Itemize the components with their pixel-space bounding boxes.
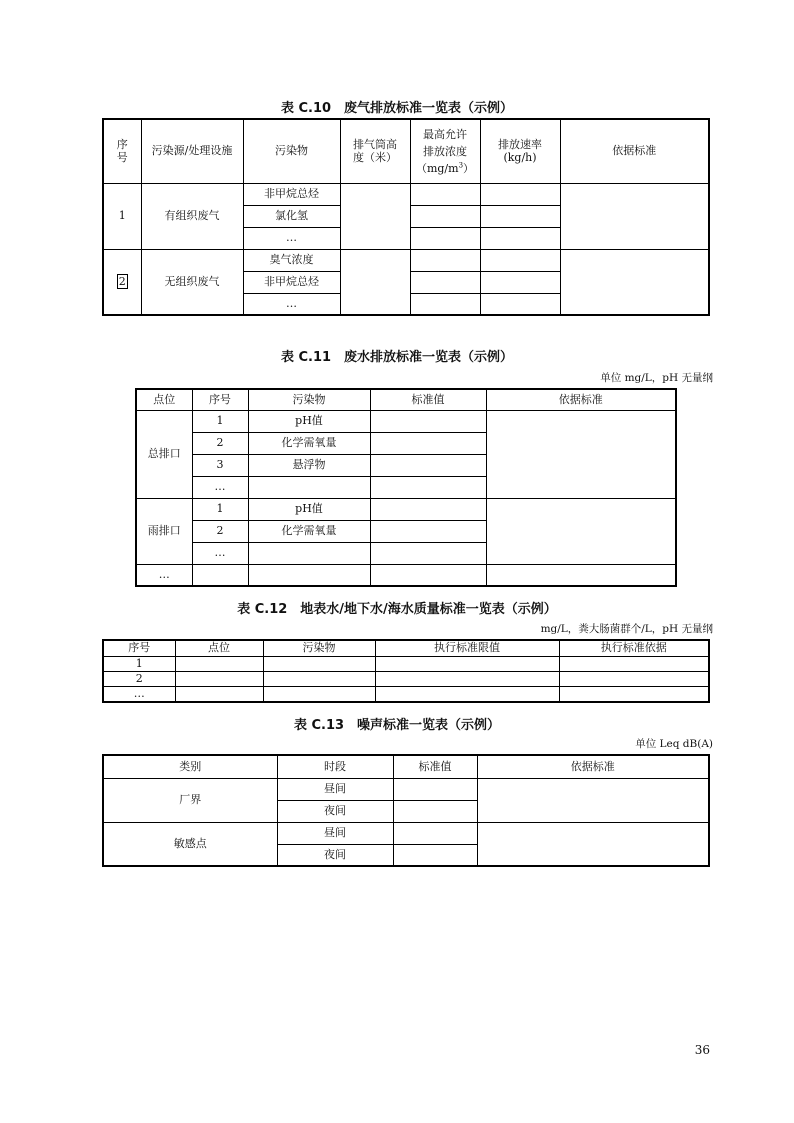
seq-cell: 1 xyxy=(192,498,248,520)
std-cell xyxy=(393,844,477,866)
col-header-max-conc: 最高允许 排放浓度 $(mg/m^3)$ xyxy=(410,119,480,183)
col-header-period: 时段 xyxy=(277,755,393,778)
std-cell xyxy=(370,498,486,520)
rate-cell xyxy=(480,249,560,271)
pollutant-cell xyxy=(248,564,370,586)
point-cell xyxy=(175,686,263,702)
table-row xyxy=(136,498,676,520)
point-cell: 雨排口 xyxy=(136,498,192,564)
table-row xyxy=(103,686,709,702)
seq-cell: 2 xyxy=(103,249,141,315)
table-row xyxy=(103,249,709,271)
page-number: 36 xyxy=(694,1043,710,1057)
basis-cell xyxy=(477,778,709,822)
limit-cell xyxy=(375,686,559,702)
std-cell xyxy=(393,822,477,844)
table-row xyxy=(103,778,709,800)
col-header-seq: 序 号 xyxy=(103,119,141,183)
table-c10-caption: 表 C.10 废气排放标准一览表（示例） xyxy=(280,101,514,116)
std-cell xyxy=(370,454,486,476)
pollutant-cell: pH值 xyxy=(248,498,370,520)
pollutant-cell: 非甲烷总烃 xyxy=(243,183,340,205)
table-row xyxy=(103,656,709,671)
col-header-pollutant: 污染物 xyxy=(248,389,370,410)
std-cell xyxy=(370,432,486,454)
pollutant-cell: 化学需氧量 xyxy=(248,432,370,454)
conc-cell xyxy=(410,227,480,249)
pollutant-cell: … xyxy=(243,293,340,315)
table-c13-caption: 表 C.13 噪声标准一览表（示例） xyxy=(293,718,501,733)
basis-cell xyxy=(559,686,709,702)
seq-cell: 2 xyxy=(192,432,248,454)
col-header-pollutant: 污染物 xyxy=(263,640,375,656)
period-cell: 昼间 xyxy=(277,822,393,844)
table-c13-unit: 单位 Leq dB(A) xyxy=(635,738,713,750)
table-row xyxy=(136,564,676,586)
col-header-basis: 依据标准 xyxy=(560,119,709,183)
col-header-point: 点位 xyxy=(175,640,263,656)
col-header-seq: 序号 xyxy=(103,640,175,656)
pollutant-cell xyxy=(248,542,370,564)
table-c10 xyxy=(102,118,710,316)
col-header-category: 类别 xyxy=(103,755,277,778)
point-cell xyxy=(175,656,263,671)
point-cell: 总排口 xyxy=(136,410,192,498)
seq-cell: 2 xyxy=(103,671,175,686)
seq-cell: 1 xyxy=(192,410,248,432)
seq-cell: … xyxy=(192,542,248,564)
col-header-std: 标准值 xyxy=(370,389,486,410)
table-c12-caption: 表 C.12 地表水/地下水/海水质量标准一览表（示例） xyxy=(237,602,557,617)
basis-cell xyxy=(486,564,676,586)
table-c13 xyxy=(102,754,710,867)
limit-cell xyxy=(375,671,559,686)
col-header-point: 点位 xyxy=(136,389,192,410)
point-cell xyxy=(175,671,263,686)
pollutant-cell: 氯化氢 xyxy=(243,205,340,227)
col-header-limit: 执行标准限值 xyxy=(375,640,559,656)
seq-cell xyxy=(192,564,248,586)
basis-cell xyxy=(560,249,709,315)
pollutant-cell xyxy=(263,656,375,671)
col-header-rate: 排放速率 (kg/h) xyxy=(480,119,560,183)
pollutant-cell: 臭气浓度 xyxy=(243,249,340,271)
col-header-basis: 依据标准 xyxy=(477,755,709,778)
pollutant-cell: pH值 xyxy=(248,410,370,432)
table-row xyxy=(103,822,709,844)
height-cell xyxy=(340,249,410,315)
basis-cell xyxy=(559,656,709,671)
std-cell xyxy=(370,410,486,432)
pollutant-cell xyxy=(263,686,375,702)
period-cell: 夜间 xyxy=(277,844,393,866)
table-row xyxy=(103,183,709,205)
period-cell: 昼间 xyxy=(277,778,393,800)
table-c12-unit: mg/L，粪大肠菌群个/L，pH 无量纲 xyxy=(540,623,713,635)
conc-cell xyxy=(410,249,480,271)
pollutant-cell: … xyxy=(243,227,340,249)
basis-cell xyxy=(560,183,709,249)
table-row xyxy=(136,410,676,432)
table-c12 xyxy=(102,639,710,703)
basis-cell xyxy=(486,410,676,498)
source-cell: 无组织废气 xyxy=(141,249,243,315)
seq-cell: 2 xyxy=(192,520,248,542)
pollutant-cell: 化学需氧量 xyxy=(248,520,370,542)
source-cell: 有组织废气 xyxy=(141,183,243,249)
seq-cell: … xyxy=(192,476,248,498)
std-cell xyxy=(370,564,486,586)
conc-cell xyxy=(410,183,480,205)
pollutant-cell: 非甲烷总烃 xyxy=(243,271,340,293)
conc-cell xyxy=(410,205,480,227)
height-cell xyxy=(340,183,410,249)
rate-cell xyxy=(480,205,560,227)
rate-cell xyxy=(480,293,560,315)
std-cell xyxy=(370,520,486,542)
table-c11-unit: 单位 mg/L，pH 无量纲 xyxy=(600,372,713,384)
category-cell: 厂界 xyxy=(103,778,277,822)
rate-cell xyxy=(480,183,560,205)
rate-cell xyxy=(480,271,560,293)
std-cell xyxy=(393,800,477,822)
pollutant-cell xyxy=(263,671,375,686)
seq-cell: 1 xyxy=(103,656,175,671)
seq-cell: 1 xyxy=(103,183,141,249)
table-row xyxy=(103,671,709,686)
conc-cell xyxy=(410,293,480,315)
std-cell xyxy=(370,542,486,564)
col-header-seq: 序号 xyxy=(192,389,248,410)
limit-cell xyxy=(375,656,559,671)
basis-cell xyxy=(486,498,676,564)
col-header-basis: 执行标准依据 xyxy=(559,640,709,656)
col-header-source: 污染源/处理设施 xyxy=(141,119,243,183)
pollutant-cell xyxy=(248,476,370,498)
std-cell xyxy=(393,778,477,800)
col-header-pollutant: 污染物 xyxy=(243,119,340,183)
col-header-stack-height: 排气筒高 度（米） xyxy=(340,119,410,183)
basis-cell xyxy=(559,671,709,686)
period-cell: 夜间 xyxy=(277,800,393,822)
rate-cell xyxy=(480,227,560,249)
seq-cell: 3 xyxy=(192,454,248,476)
category-cell: 敏感点 xyxy=(103,822,277,866)
col-header-std: 标准值 xyxy=(393,755,477,778)
seq-cell: … xyxy=(103,686,175,702)
basis-cell xyxy=(477,822,709,866)
table-c11 xyxy=(135,388,677,587)
col-header-basis: 依据标准 xyxy=(486,389,676,410)
pollutant-cell: 悬浮物 xyxy=(248,454,370,476)
table-c11-caption: 表 C.11 废水排放标准一览表（示例） xyxy=(280,350,514,365)
conc-cell xyxy=(410,271,480,293)
std-cell xyxy=(370,476,486,498)
point-cell: … xyxy=(136,564,192,586)
